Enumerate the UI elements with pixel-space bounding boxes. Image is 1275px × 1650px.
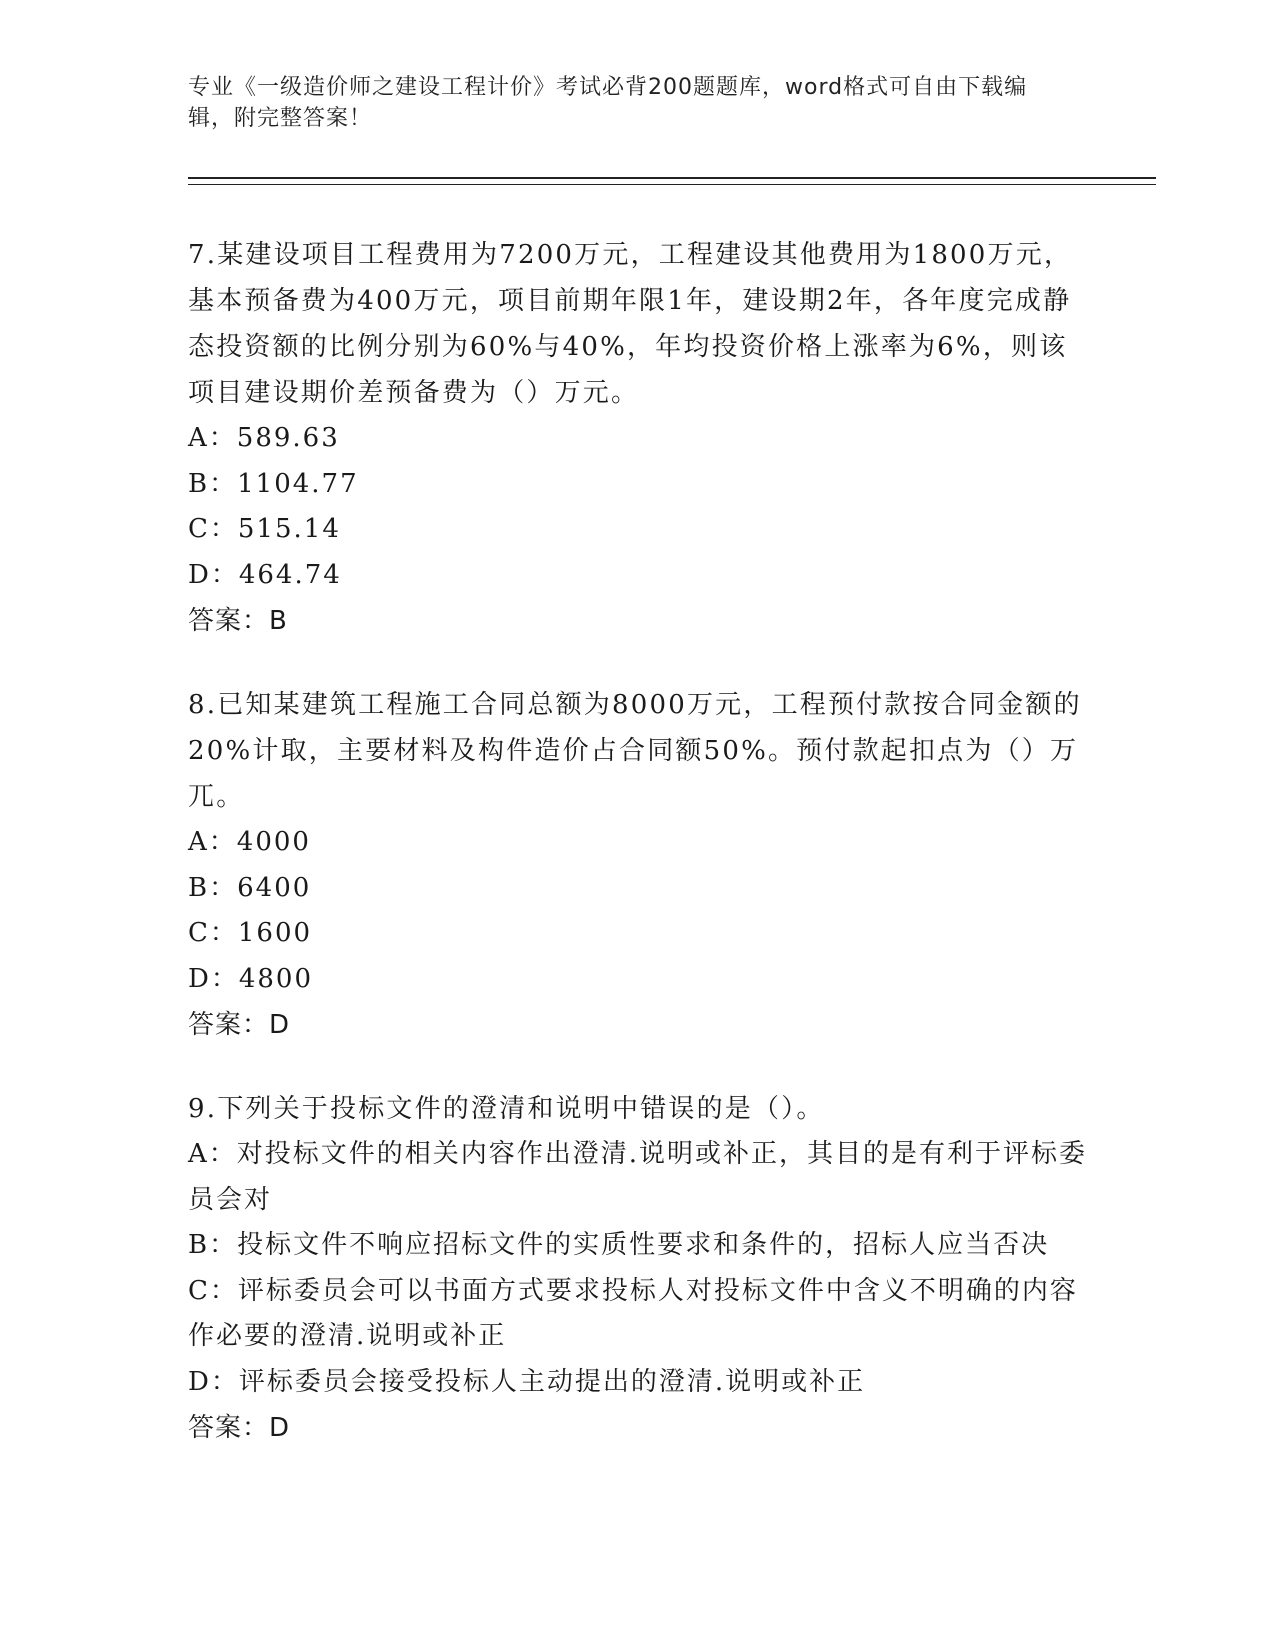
question-stem: 8.已知某建筑工程施工合同总额为8000万元，工程预付款按合同金额的20%计取，主要材料及构件造价占合同额50%。预付款起扣点为（）万兀。 [188, 690, 1082, 812]
answer-line [188, 1002, 1088, 1048]
answer-value: D [269, 1413, 291, 1443]
question-7 [188, 232, 1088, 644]
option-a: A：4000 [188, 827, 311, 857]
answer-line [188, 1405, 1088, 1451]
answer-label: 答案： [188, 1413, 270, 1443]
option-c: C：1600 [188, 918, 313, 948]
answer-label: 答案： [188, 606, 270, 636]
question-8 [188, 682, 1088, 1048]
answer-line [188, 598, 1088, 644]
answer-value: D [269, 1010, 291, 1040]
option-b: B：6400 [188, 872, 312, 903]
option-c: C：515.14 [188, 514, 341, 544]
option-a: A：对投标文件的相关内容作出澄清.说明或补正，其目的是有利于评标委员会对 [188, 1139, 1088, 1215]
option-c: C：评标委员会可以书面方式要求投标人对投标文件中含义不明确的内容作必要的澄清.说明或补正 [188, 1275, 1078, 1351]
page-header: 专业《一级造价师之建设工程计价》考试必背200题题库，word格式可自由下载编辑，附完整答案！ [188, 75, 1028, 131]
option-b: B：投标文件不响应招标文件的实质性要求和条件的，招标人应当否决 [188, 1230, 1050, 1260]
option-d: D：464.74 [188, 559, 342, 590]
header-divider [188, 177, 1156, 185]
answer-label: 答案： [188, 1010, 270, 1040]
question-stem: 7.某建设项目工程费用为7200万元，工程建设其他费用为1800万元，基本预备费为400万元，项目前期年限1年，建设期2年，各年度完成静态投资额的比例分别为60%与40%，年均投资价格上涨率为6%，则该项目建设期价差预备费为（）万元。 [188, 240, 1073, 408]
option-d: D：评标委员会接受投标人主动提出的澄清.说明或补正 [188, 1366, 866, 1397]
question-stem: 9.下列关于投标文件的澄清和说明中错误的是（）。 [188, 1094, 825, 1124]
answer-value: B [269, 606, 288, 636]
option-b: B：1104.77 [188, 468, 359, 499]
question-9 [188, 1086, 1088, 1451]
question-list [188, 232, 1088, 1489]
option-d: D：4800 [188, 963, 314, 994]
option-a: A：589.63 [188, 423, 340, 453]
